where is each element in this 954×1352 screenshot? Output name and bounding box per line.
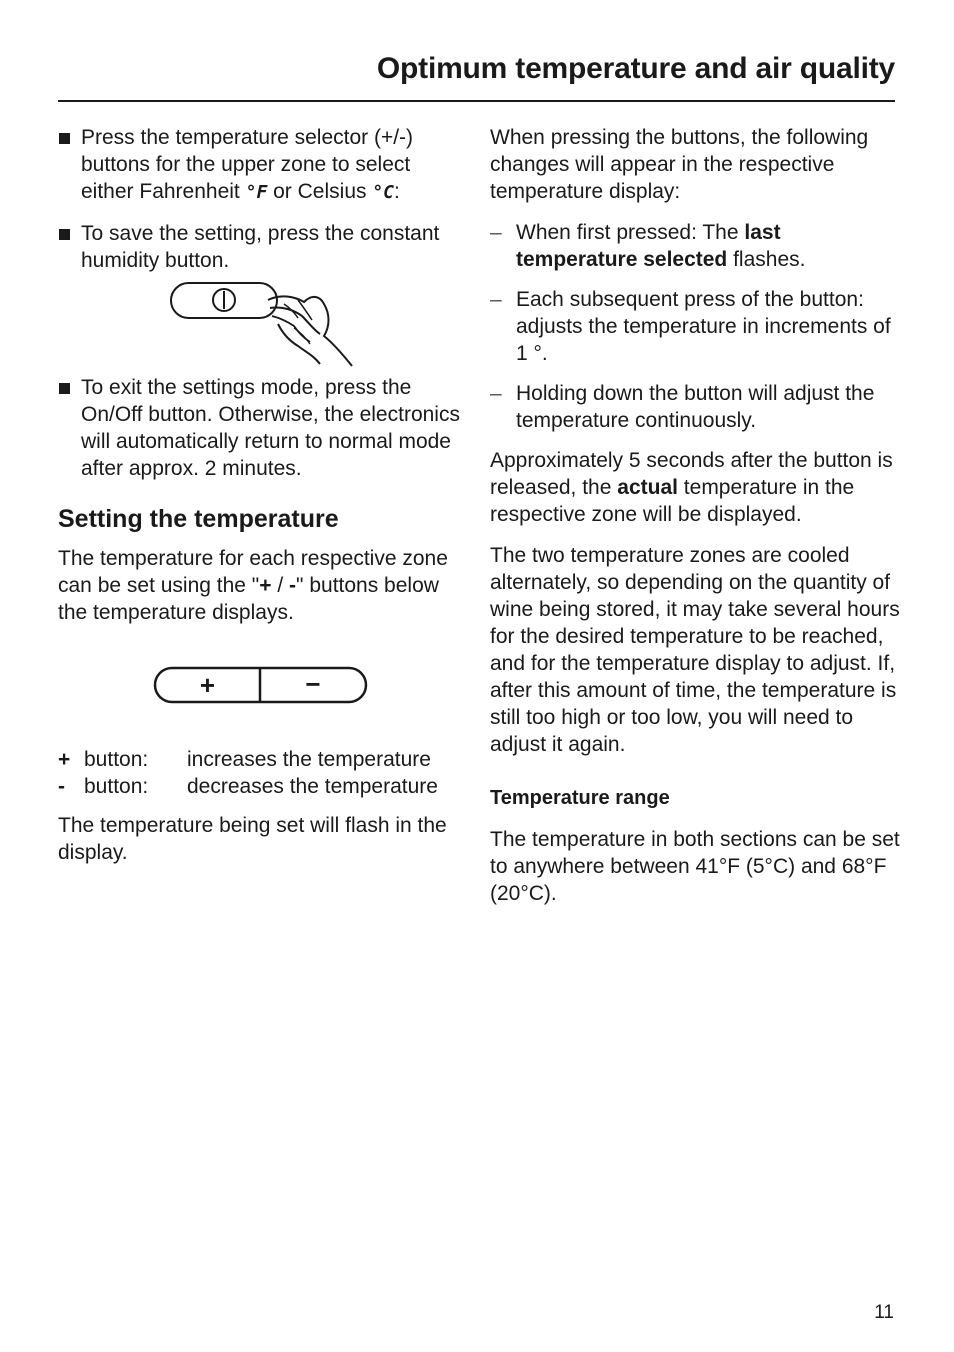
intro-text: The temperature for each respective zone can be set using the " — [58, 547, 448, 597]
minus-icon: − — [305, 669, 321, 699]
dash-text: flashes. — [727, 248, 806, 271]
bullet-text: Press the temperature selector (+/-) buttons for the upper zone to select either Fahrenheit — [81, 126, 414, 203]
setting-intro — [58, 545, 468, 626]
button-description: decreases the temperature — [187, 775, 438, 798]
left-column — [58, 124, 468, 866]
actual-temp-paragraph — [490, 447, 900, 528]
button-sign: + — [58, 748, 71, 771]
dash-text: Holding down the button will adjust the temperature continuously. — [516, 382, 875, 432]
dash-text: When first pressed: The — [516, 221, 745, 244]
para-text: temperature in the respective zone will be displayed. — [490, 476, 855, 526]
humidity-button-illustration — [58, 280, 468, 374]
celsius-symbol: °C — [372, 182, 395, 203]
dash-item-hold — [490, 380, 900, 434]
dash-marker: – — [490, 221, 502, 244]
temperature-range-text: The temperature in both sections can be set to anywhere between 41°F (5°C) and 68°F (20°C). — [490, 828, 900, 905]
plus-sign: + — [259, 574, 272, 597]
page-number: 11 — [874, 1302, 894, 1323]
dash-item-first-press — [490, 219, 900, 273]
bullet-square-icon — [59, 133, 70, 144]
buttons-intro: When pressing the buttons, the following changes will appear in the respective temperature display: — [490, 126, 869, 203]
hand-pressing-button-icon — [58, 280, 468, 374]
minus-sign: - — [289, 574, 297, 597]
plus-button-row — [58, 746, 468, 773]
temperature-range-heading: Temperature range — [490, 787, 670, 809]
para-bold-text: actual — [617, 476, 678, 499]
dash-item-subsequent-press — [490, 286, 900, 367]
dash-marker: – — [490, 288, 502, 311]
bullet-square-icon — [59, 229, 70, 240]
bullet-text: : — [394, 180, 400, 203]
button-sign: - — [58, 775, 65, 798]
minus-button-row — [58, 773, 468, 800]
dash-marker: – — [490, 382, 502, 405]
plus-icon: + — [199, 670, 216, 700]
slash-text: / — [271, 574, 290, 597]
bullet-exit-settings — [58, 374, 468, 482]
bullet-text: To save the setting, press the constant humidity button. — [81, 222, 440, 272]
cooling-paragraph: The two temperature zones are cooled alternately, so depending on the quantity of wine being stored, it may take several hours for the desired temperature to be reached, and for the temperature display to adjust. If, after this amount of time, the temperature is still too high or too low, you will need to adjust it again. — [490, 544, 900, 756]
bullet-square-icon — [59, 383, 70, 394]
intro-text: " buttons below the temperature displays. — [58, 574, 439, 624]
dash-text: Each subsequent press of the button: adjusts the temperature in increments of 1 °. — [516, 288, 891, 365]
title-rule — [58, 100, 895, 102]
section-heading: Setting the temperature — [58, 505, 339, 533]
para-text: Approximately 5 seconds after the button is released, the — [490, 449, 893, 499]
dash-bold-text: last temperature selected — [516, 221, 781, 271]
page-title: Optimum temperature and air quality — [376, 52, 895, 85]
plus-minus-button-illustration — [58, 626, 468, 746]
right-column — [490, 124, 900, 907]
button-label: button: — [84, 775, 149, 798]
fahrenheit-symbol: °F — [245, 182, 268, 203]
bullet-save-setting — [58, 220, 468, 274]
flash-note: The temperature being set will flash in the display. — [58, 814, 447, 864]
bullet-text: To exit the settings mode, press the On/Off button. Otherwise, the electronics will automatically return to normal mode after approx. 2 minutes. — [81, 376, 460, 480]
button-label: button: — [84, 748, 149, 771]
button-description: increases the temperature — [187, 748, 431, 771]
bullet-text: or Celsius — [267, 180, 373, 203]
bullet-select-unit — [58, 124, 468, 206]
